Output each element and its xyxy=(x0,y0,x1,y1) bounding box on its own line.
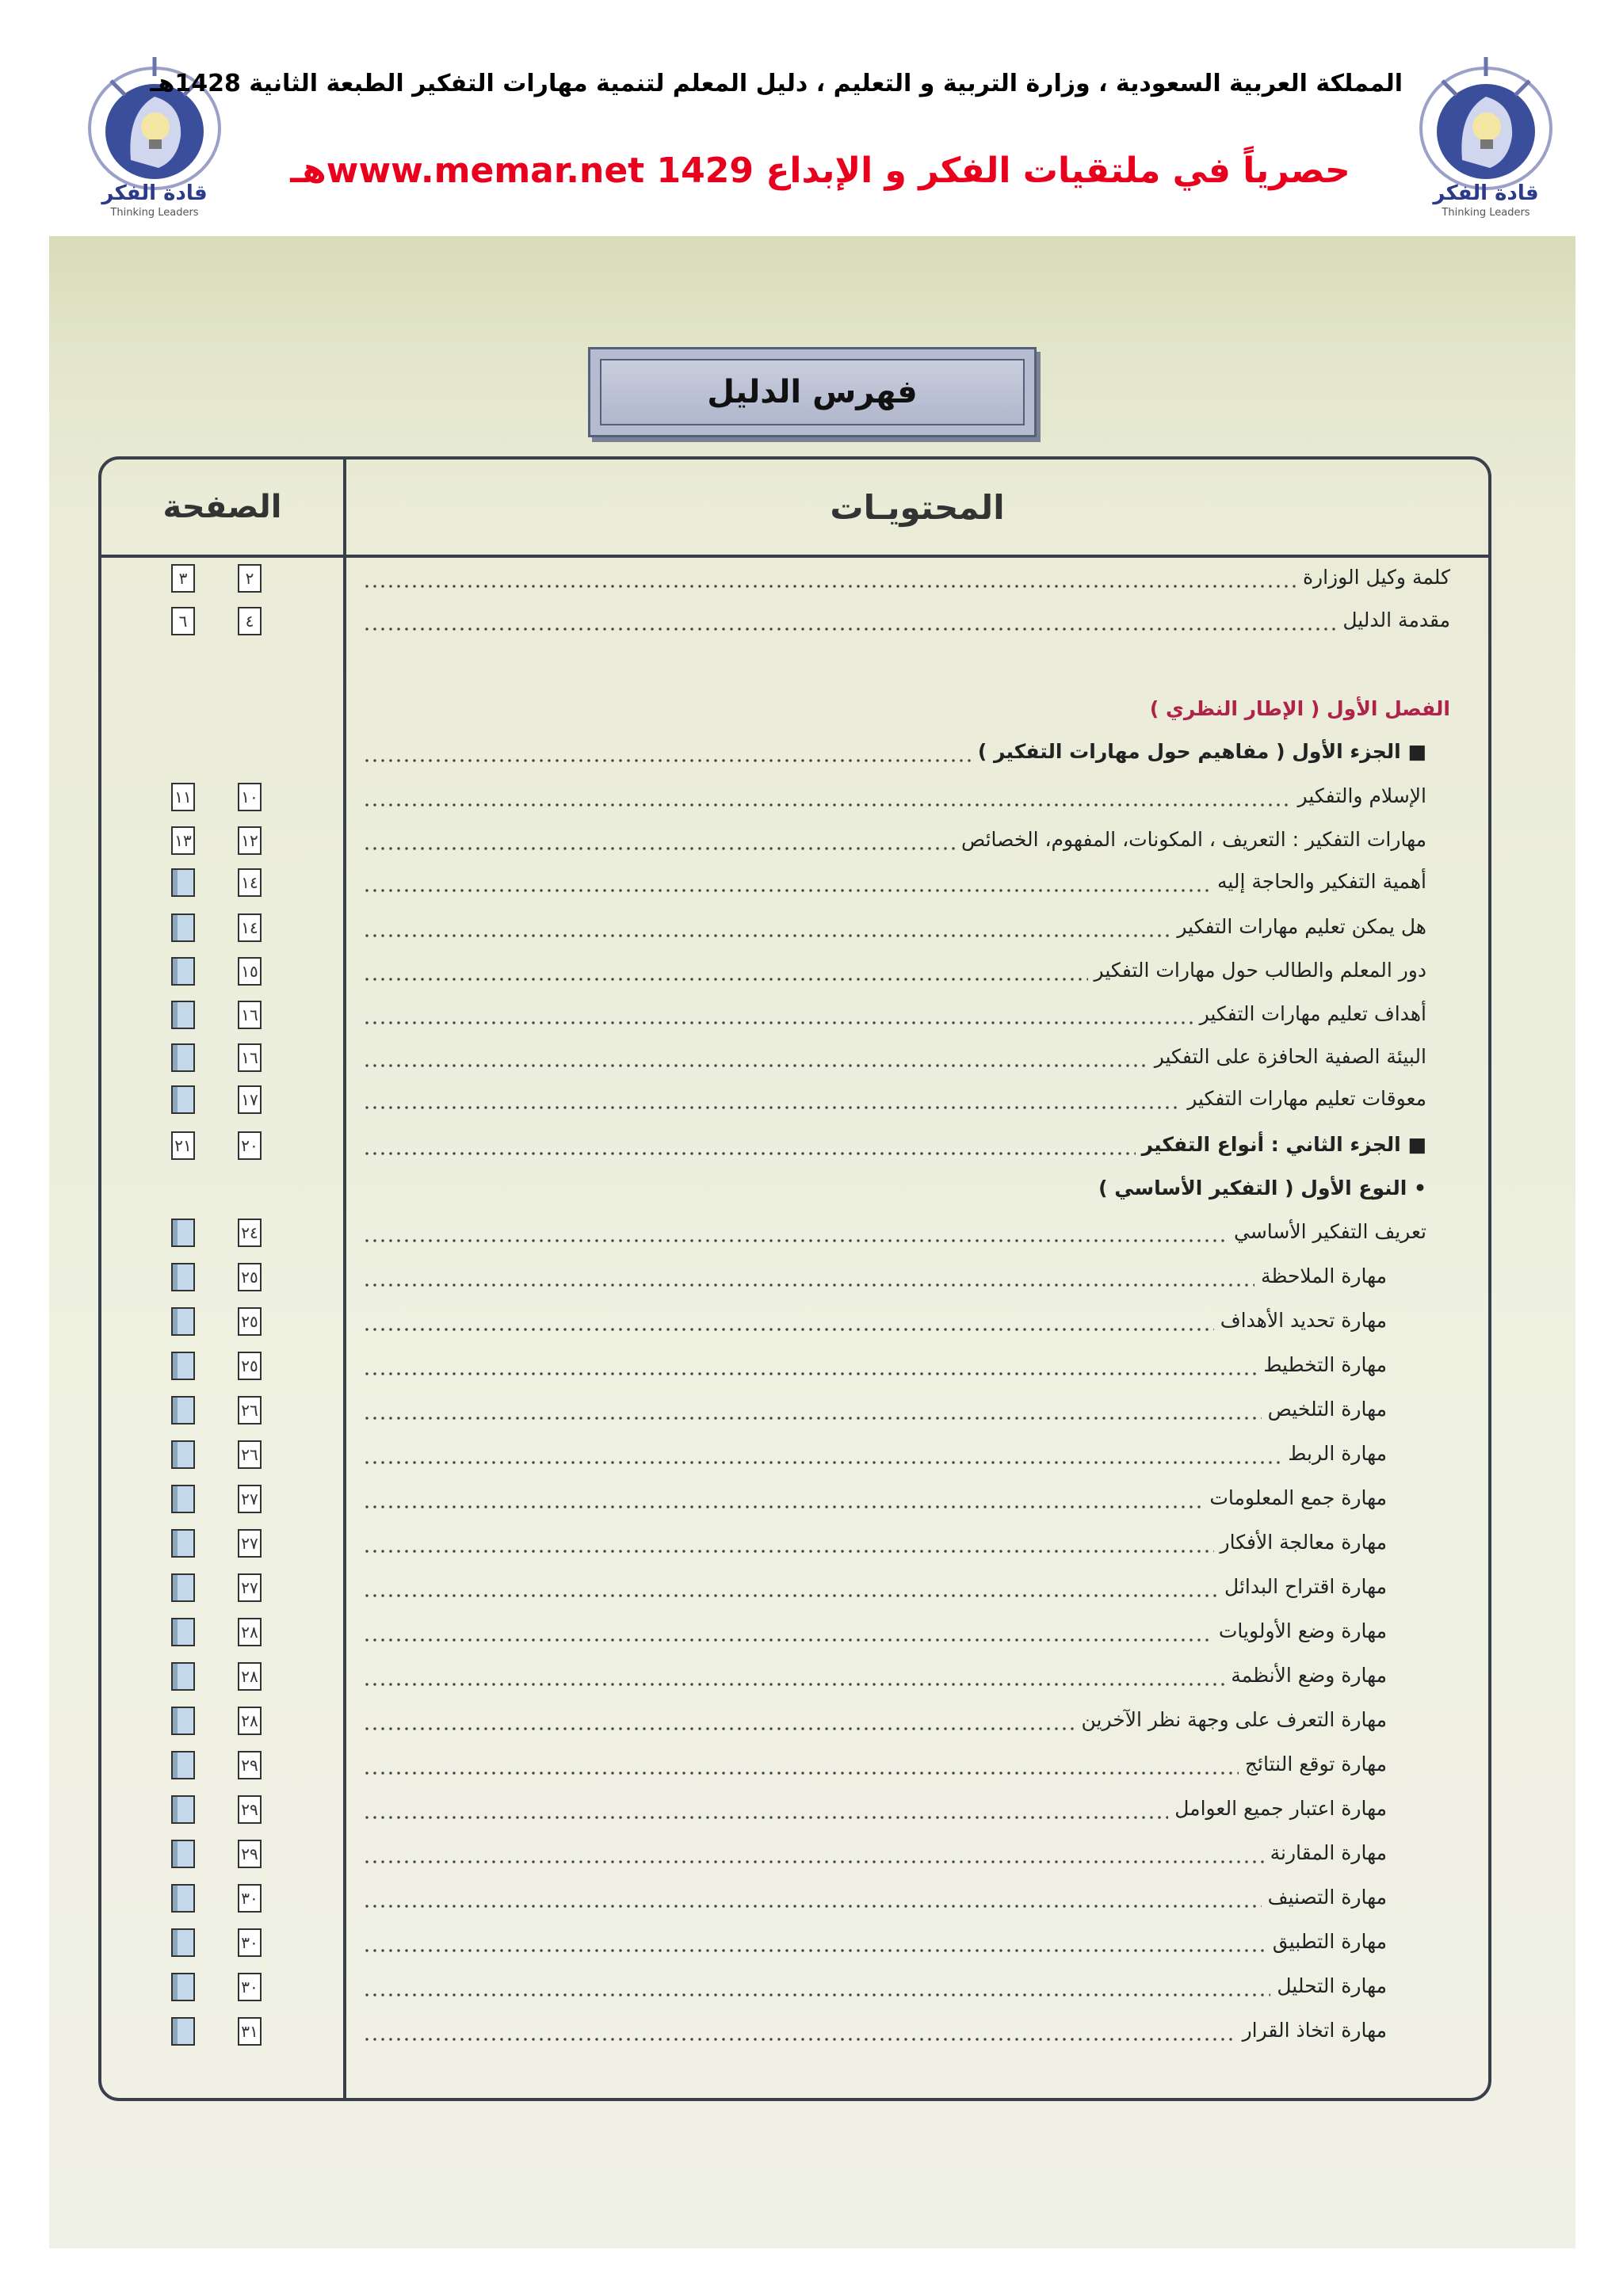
page-number-box-empty xyxy=(171,1043,195,1072)
toc-entry-title: تعريف التفكير الأساسي xyxy=(1234,1220,1426,1243)
toc-entry-title: الفصل الأول ( الإطار النظري ) xyxy=(1149,697,1450,720)
toc-leader-dots xyxy=(363,1283,1254,1287)
toc-leader-dots xyxy=(363,889,1211,892)
toc-entry-title: مقدمة الدليل xyxy=(1342,608,1450,631)
toc-leader-dots xyxy=(363,803,1292,807)
page-number-box-empty xyxy=(171,1485,195,1513)
index-title-box xyxy=(588,347,1037,437)
page-number-box-empty xyxy=(171,1573,195,1602)
toc-leader-dots xyxy=(363,1993,1270,1997)
toc-leader-dots xyxy=(363,1372,1257,1375)
toc-entry-title: مهارة توقع النتائج xyxy=(1244,1753,1387,1775)
toc-entry-title: أهداف تعليم مهارات التفكير xyxy=(1199,1002,1426,1025)
page-number-box: ٢٩ xyxy=(238,1751,262,1779)
page-number-box: ٢٨ xyxy=(238,1618,262,1646)
page-number-box-empty xyxy=(171,1928,195,1957)
page-number-box-empty xyxy=(171,1840,195,1868)
toc-leader-dots xyxy=(363,1905,1262,1908)
toc-leader-dots xyxy=(363,1550,1214,1553)
toc-entry-title: مهارة وضع الأولويات xyxy=(1218,1619,1387,1642)
page-number-box: ٣ xyxy=(171,564,195,593)
page-number-box: ٢٠ xyxy=(238,1131,262,1160)
toc-leader-dots xyxy=(363,585,1296,588)
toc-leader-dots xyxy=(363,934,1170,937)
page-number-box-empty xyxy=(171,1352,195,1380)
toc-entry-title: مهارة المقارنة xyxy=(1270,1841,1387,1864)
page-number-box-empty xyxy=(171,913,195,942)
toc-leader-dots xyxy=(363,1239,1228,1242)
toc-leader-dots xyxy=(363,1727,1075,1730)
page-number-box-empty xyxy=(171,1662,195,1691)
toc-entry-title: ■ الجزء الأول ( مفاهيم حول مهارات التفكير ) xyxy=(977,740,1426,763)
toc-leader-dots xyxy=(363,1772,1239,1775)
toc-entry-title: مهارة معالجة الأفكار xyxy=(1220,1531,1387,1554)
page-number-box-empty xyxy=(171,957,195,986)
toc-entry-title: مهارة وضع الأنظمة xyxy=(1231,1664,1387,1687)
page-number-box: ١١ xyxy=(171,783,195,811)
toc-entry-title: مهارة اعتبار جميع العوامل xyxy=(1174,1797,1387,1820)
page-number-box: ٢٧ xyxy=(238,1529,262,1558)
toc-entry-title: مهارة التصنيف xyxy=(1267,1886,1387,1909)
toc-entry-title: مهارة اقتراح البدائل xyxy=(1224,1575,1387,1598)
toc-leader-dots xyxy=(363,847,955,850)
page-number-box: ٢٨ xyxy=(238,1707,262,1735)
toc-leader-dots xyxy=(363,1106,1181,1109)
page-number-box: ١٦ xyxy=(238,1043,262,1072)
toc-entry-title: مهارة التخطيط xyxy=(1263,1353,1387,1376)
contents-table xyxy=(98,456,1491,2101)
page-number-box: ٢٤ xyxy=(238,1219,262,1247)
page-number-box-empty xyxy=(171,1307,195,1336)
logo-subtext: Thinking Leaders xyxy=(110,207,199,219)
scanned-index-page xyxy=(49,236,1575,2248)
page-number-box: ٣٠ xyxy=(238,1928,262,1957)
toc-entry-title: معوقات تعليم مهارات التفكير xyxy=(1187,1087,1426,1110)
toc-entry-title: مهارة تحديد الأهداف xyxy=(1220,1309,1387,1332)
page-number-box-empty xyxy=(171,1751,195,1779)
toc-entry-title: مهارة التعرف على وجهة نظر الآخرين xyxy=(1081,1708,1387,1731)
index-title: فهرس الدليل xyxy=(707,374,918,410)
toc-leader-dots xyxy=(363,1152,1136,1155)
page-number-box: ٢٩ xyxy=(238,1840,262,1868)
toc-entry-title: مهارات التفكير : التعريف ، المكونات، المفهوم، الخصائص xyxy=(960,828,1426,851)
page-number-box-empty xyxy=(171,1440,195,1469)
page-number-box: ٢٨ xyxy=(238,1662,262,1691)
toc-leader-dots xyxy=(363,1860,1264,1863)
toc-entry-title: هل يمكن تعليم مهارات التفكير xyxy=(1177,915,1426,938)
page-number-box-empty xyxy=(171,1795,195,1824)
toc-leader-dots xyxy=(363,1328,1214,1331)
toc-entry-title: أهمية التفكير والحاجة إليه xyxy=(1216,870,1426,893)
toc-entry-title: مهارة جمع المعلومات xyxy=(1209,1486,1387,1509)
page-number-box-empty xyxy=(171,1884,195,1913)
page-number-box: ١٢ xyxy=(238,826,262,855)
toc-leader-dots xyxy=(363,1949,1266,1952)
page-number-box: ٣٠ xyxy=(238,1973,262,2001)
toc-entry-title: مهارة الربط xyxy=(1288,1442,1387,1465)
page-number-box: ١٧ xyxy=(238,1085,262,1114)
page-number-box-empty xyxy=(171,2017,195,2046)
toc-leader-dots xyxy=(363,1461,1281,1464)
page-number-box: ٢٦ xyxy=(238,1440,262,1469)
page-number-box: ٢٥ xyxy=(238,1307,262,1336)
column-divider xyxy=(343,460,346,2098)
page-number-box: ١٣ xyxy=(171,826,195,855)
toc-leader-dots xyxy=(363,759,972,762)
column-header-page: الصفحة xyxy=(162,489,282,525)
page-number-box: ٣٠ xyxy=(238,1884,262,1913)
page-number-box-empty xyxy=(171,1001,195,1029)
toc-entry-title: البيئة الصفية الحافزة على التفكير xyxy=(1154,1045,1426,1068)
toc-entry-title: • النوع الأول ( التفكير الأساسي ) xyxy=(1098,1177,1426,1199)
toc-leader-dots xyxy=(363,1683,1224,1686)
toc-entry-title: ■ الجزء الثاني : أنواع التفكير xyxy=(1141,1133,1426,1156)
toc-entry-title: كلمة وكيل الوزارة xyxy=(1302,566,1450,589)
toc-leader-dots xyxy=(363,978,1088,981)
logo-text: قادة الفكر xyxy=(101,181,208,205)
column-header-contents: المحتويـات xyxy=(830,487,1005,527)
page-number-box-empty xyxy=(171,1618,195,1646)
toc-entry-title: مهارة اتخاذ القرار xyxy=(1242,2019,1387,2042)
toc-leader-dots xyxy=(363,1638,1212,1642)
toc-leader-dots xyxy=(363,1064,1148,1067)
toc-leader-dots xyxy=(363,1816,1168,1819)
toc-leader-dots xyxy=(363,1594,1218,1597)
page-number-box: ٢٩ xyxy=(238,1795,262,1824)
page-number-box: ٢٥ xyxy=(238,1263,262,1291)
thinking-leaders-logo-right xyxy=(1411,49,1561,219)
page-number-box-empty xyxy=(171,1707,195,1735)
page-number-box: ٤ xyxy=(238,607,262,635)
page-number-box: ١٦ xyxy=(238,1001,262,1029)
toc-entry-title: مهارة الملاحظة xyxy=(1261,1264,1387,1287)
logo-text: قادة الفكر xyxy=(1433,181,1539,205)
page-number-box-empty xyxy=(171,868,195,897)
toc-leader-dots xyxy=(363,2038,1236,2041)
toc-entry-title: مهارة التطبيق xyxy=(1272,1930,1387,1953)
page-number-box: ٢١ xyxy=(171,1131,195,1160)
page-number-box: ١٤ xyxy=(238,913,262,942)
toc-entry-title: مهارة التلخيص xyxy=(1267,1398,1387,1421)
page-number-box: ٢٧ xyxy=(238,1573,262,1602)
page-number-box-empty xyxy=(171,1263,195,1291)
header-line-website: حصرياً في ملتقيات الفكر و الإبداع www.memar.net 1429هـ xyxy=(290,151,1350,191)
toc-leader-dots xyxy=(363,1505,1203,1508)
logo-subtext: Thinking Leaders xyxy=(1442,207,1530,219)
page-number-box-empty xyxy=(171,1085,195,1114)
page-number-box: ٢٦ xyxy=(238,1396,262,1425)
toc-leader-dots xyxy=(363,1417,1262,1420)
page-number-box: ١٠ xyxy=(238,783,262,811)
page-number-box: ١٤ xyxy=(238,868,262,897)
page-number-box: ١٥ xyxy=(238,957,262,986)
page-number-box: ٢ xyxy=(238,564,262,593)
toc-leader-dots xyxy=(363,627,1336,631)
page-number-box-empty xyxy=(171,1396,195,1425)
header-line-ministry: المملكة العربية السعودية ، وزارة التربية و التعليم ، دليل المعلم لتنمية مهارات التفكير الطبعة الثانية 1428هـ xyxy=(150,70,1403,97)
toc-entry-title: مهارة التحليل xyxy=(1277,1974,1387,1997)
page-number-box-empty xyxy=(171,1529,195,1558)
page-number-box: ٢٥ xyxy=(238,1352,262,1380)
page-number-box: ٢٧ xyxy=(238,1485,262,1513)
toc-entry-title: دور المعلم والطالب حول مهارات التفكير xyxy=(1094,959,1426,982)
page-number-box: ٦ xyxy=(171,607,195,635)
page-number-box-empty xyxy=(171,1219,195,1247)
toc-leader-dots xyxy=(363,1021,1193,1024)
page-number-box-empty xyxy=(171,1973,195,2001)
page-number-box: ٣١ xyxy=(238,2017,262,2046)
toc-entry-title: الإسلام والتفكير xyxy=(1297,784,1426,807)
